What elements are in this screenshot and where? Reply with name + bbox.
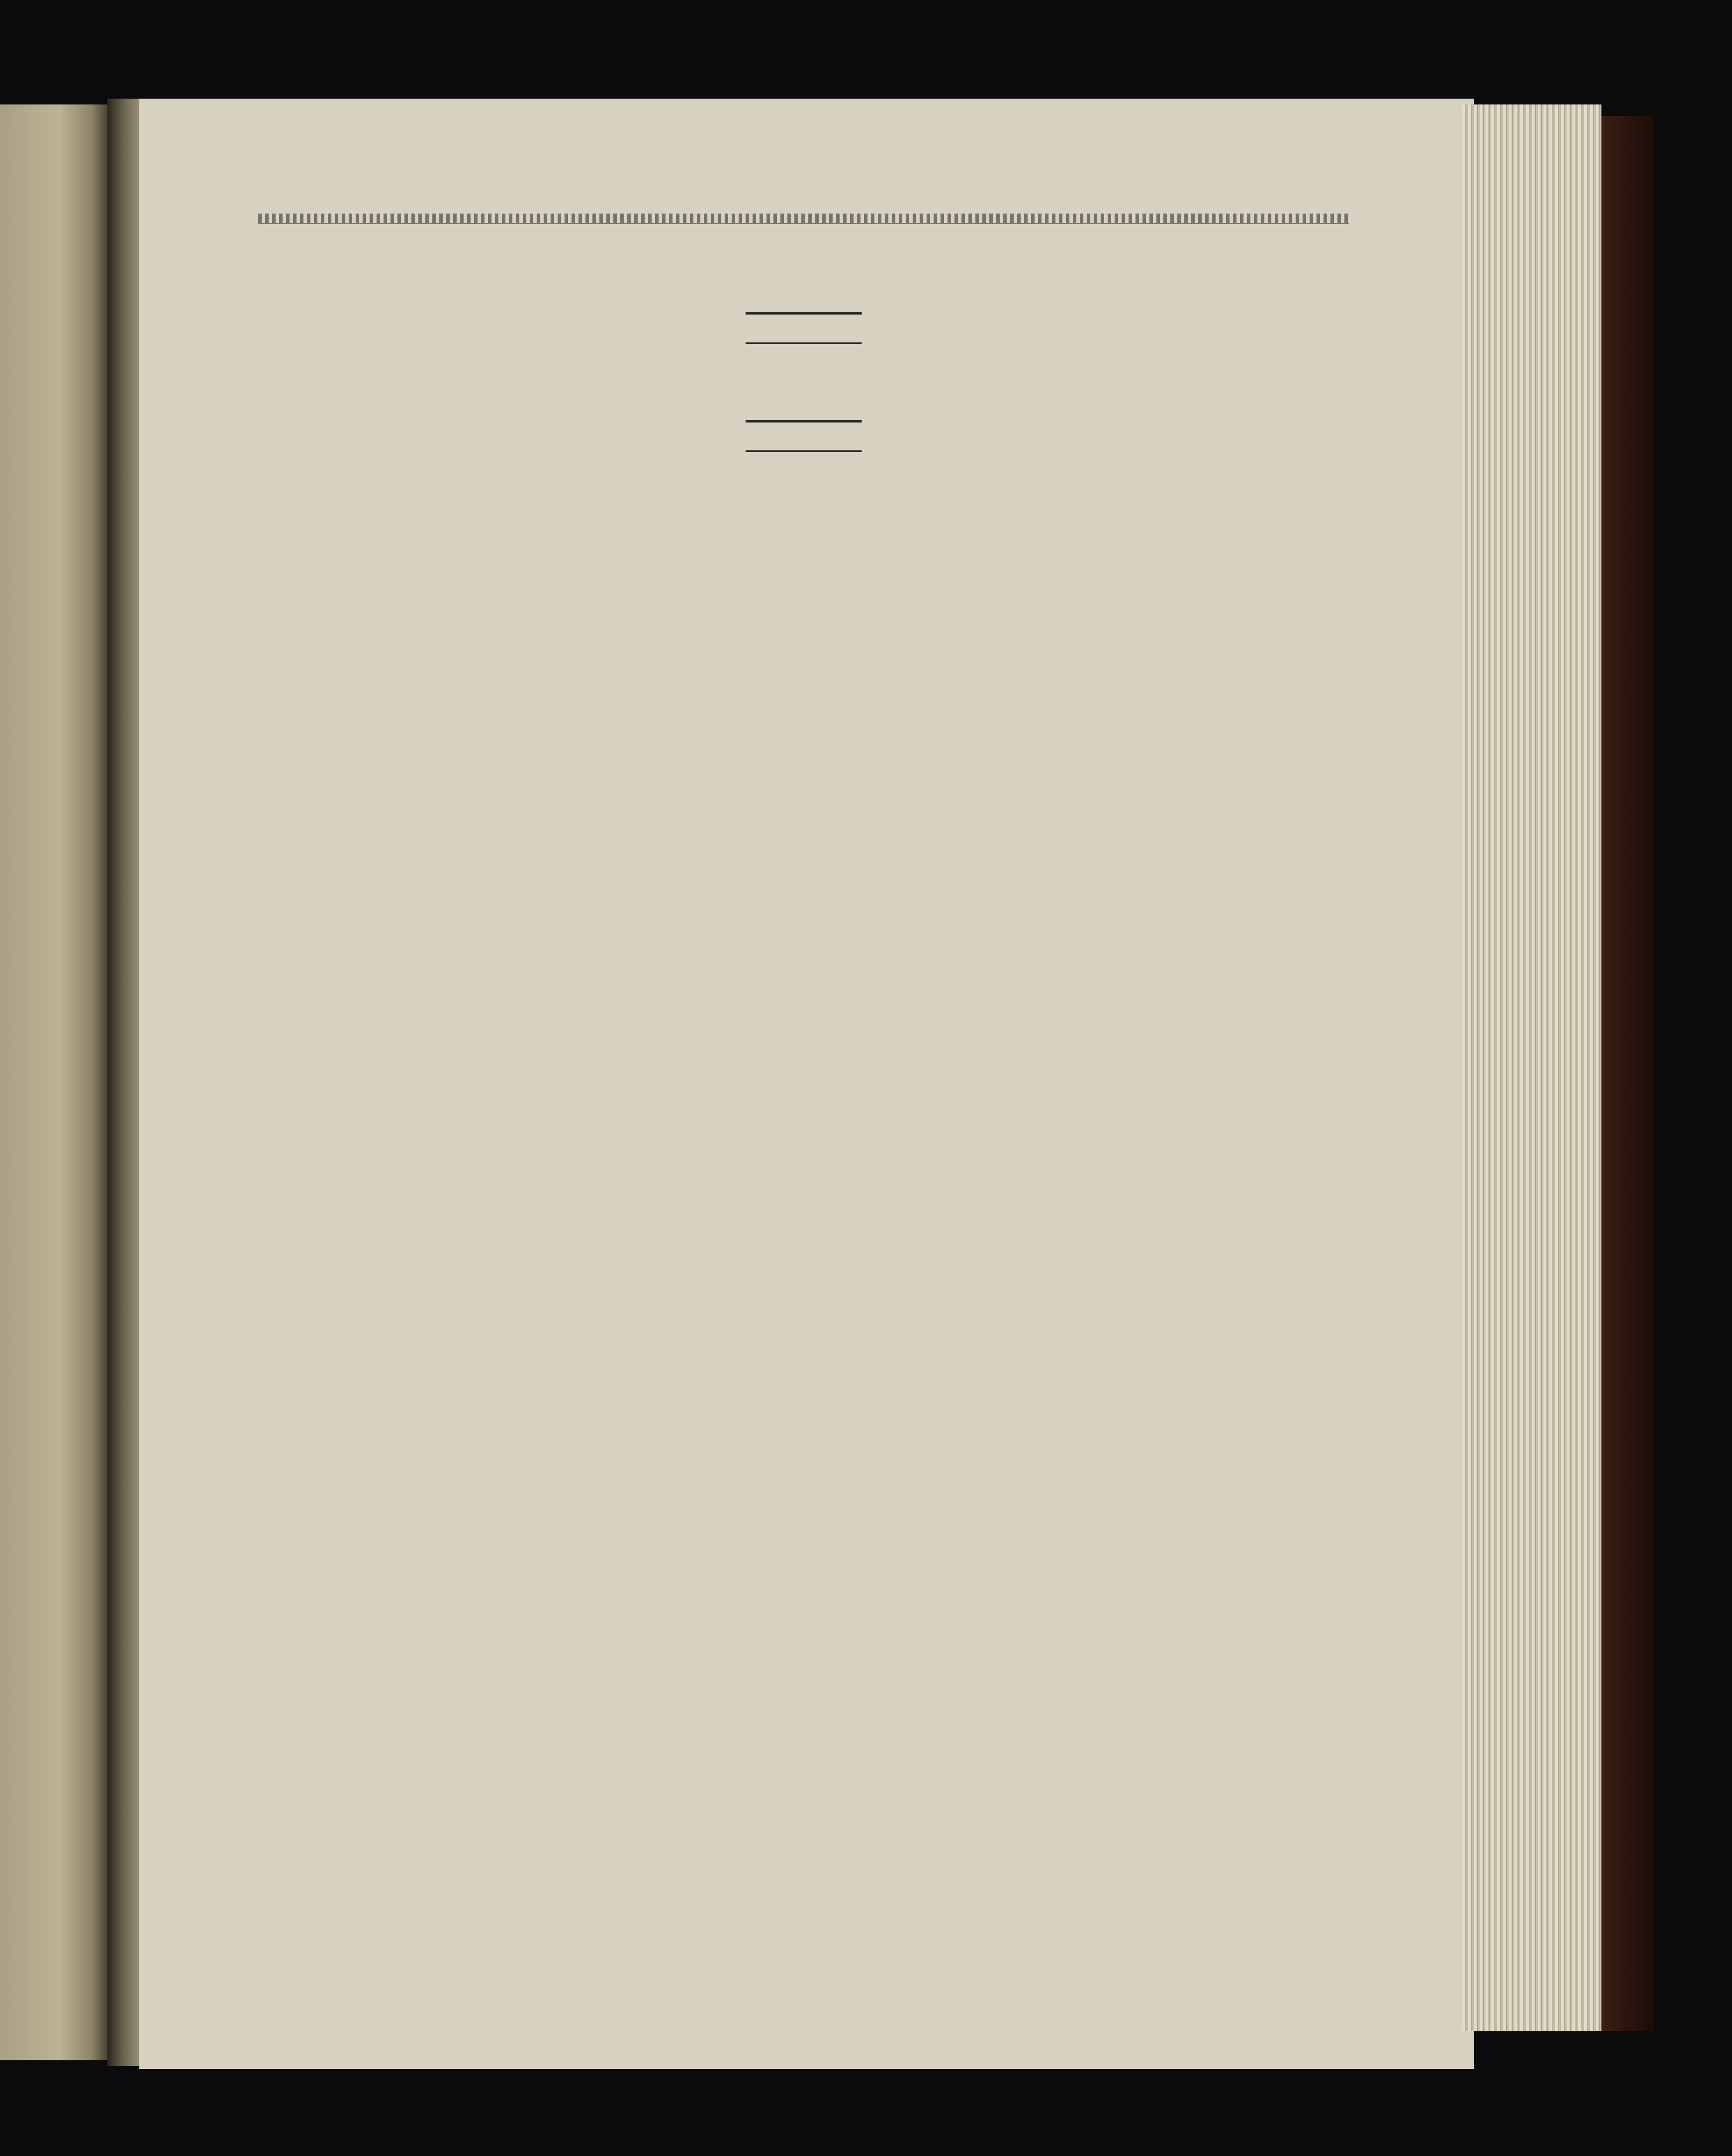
page-content [258,174,1349,561]
running-head [258,186,1349,211]
decorative-rule [258,214,1349,224]
book-cover-edge [1601,116,1654,2031]
left-page-edge [0,104,107,2060]
page-edges [1462,104,1601,2031]
